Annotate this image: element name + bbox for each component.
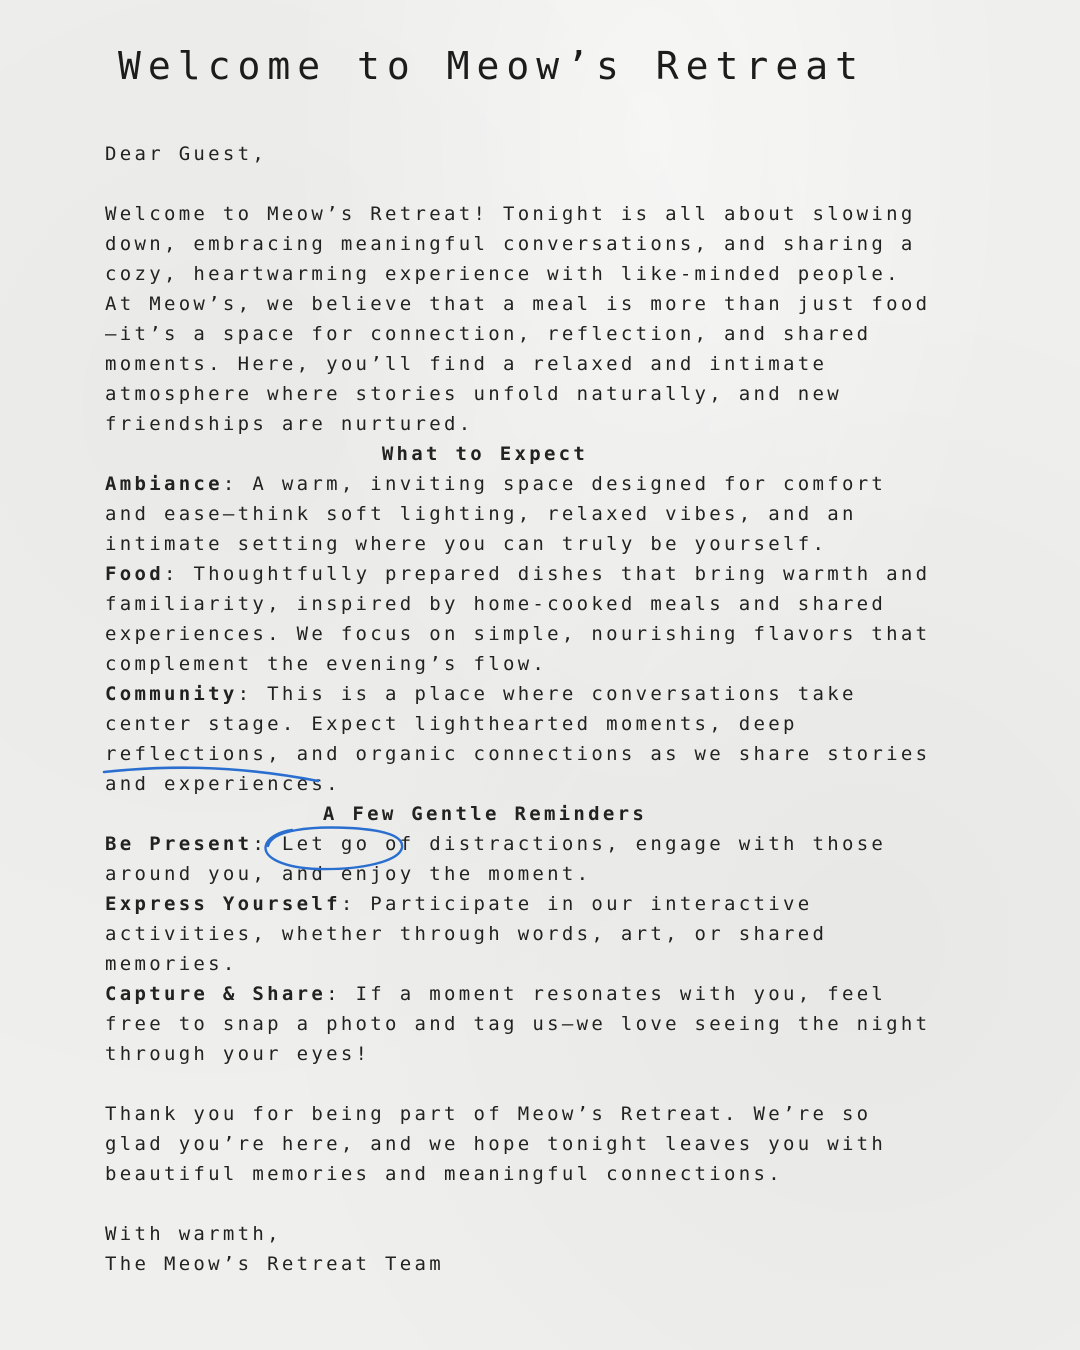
food-line: familiarity, inspired by home-cooked meals and shared	[105, 593, 887, 615]
community-text: : This is a place where conversations take	[237, 683, 857, 705]
express-line	[105, 889, 985, 919]
capture-line	[105, 979, 985, 1009]
page-title: Welcome to Meow’s Retreat	[118, 44, 865, 88]
intro-line: At Meow’s, we believe that a meal is more than just food	[105, 293, 931, 315]
express-line: memories.	[105, 953, 238, 975]
capture-line: free to snap a photo and tag us—we love seeing the night	[105, 1013, 931, 1035]
intro-line: cozy, heartwarming experience with like-minded people.	[105, 263, 901, 285]
intro-line: Welcome to Meow’s Retreat! Tonight is all about slowing	[105, 203, 916, 225]
present-line: around you, and enjoy the moment.	[105, 863, 592, 885]
food-text: : Thoughtfully prepared dishes that bring warmth and	[163, 563, 931, 585]
intro-line: atmosphere where stories unfold naturally, and new	[105, 383, 842, 405]
signoff: With warmth,	[105, 1223, 282, 1245]
section-heading-expect: What to Expect	[381, 443, 589, 465]
ambiance-text: : A warm, inviting space designed for comfort	[222, 473, 887, 495]
letter-body	[105, 139, 985, 1279]
capture-label: Capture & Share	[105, 983, 327, 1005]
community-line: and experiences.	[105, 773, 341, 795]
food-line: complement the evening’s flow.	[105, 653, 548, 675]
capture-text: : If a moment resonates with you, feel	[326, 983, 887, 1005]
closing-line: glad you’re here, and we hope tonight leaves you with	[105, 1133, 887, 1155]
greeting: Dear Guest,	[105, 143, 268, 165]
ambiance-line	[105, 469, 985, 499]
food-line	[105, 559, 985, 589]
community-label: Community	[105, 683, 238, 705]
closing-line: Thank you for being part of Meow’s Retreat. We’re so	[105, 1103, 872, 1125]
express-label: Express Yourself	[105, 893, 341, 915]
capture-line: through your eyes!	[105, 1043, 371, 1065]
ambiance-label: Ambiance	[105, 473, 223, 495]
ambiance-line: and ease—think soft lighting, relaxed vibes, and an	[105, 503, 857, 525]
express-line: activities, whether through words, art, or shared	[105, 923, 828, 945]
present-label: Be Present	[105, 833, 253, 855]
intro-line: moments. Here, you’ll find a relaxed and intimate	[105, 353, 828, 375]
signature: The Meow’s Retreat Team	[105, 1253, 444, 1275]
closing-line: beautiful memories and meaningful connections.	[105, 1163, 783, 1185]
intro-line: down, embracing meaningful conversations, and sharing a	[105, 233, 916, 255]
food-line: experiences. We focus on simple, nourishing flavors that	[105, 623, 931, 645]
intro-line: —it’s a space for connection, reflection, and shared	[105, 323, 872, 345]
community-line	[105, 679, 985, 709]
express-text: : Participate in our interactive	[340, 893, 813, 915]
section-heading-reminders: A Few Gentle Reminders	[322, 803, 648, 825]
community-line: reflections, and organic connections as we share stories	[105, 743, 931, 765]
food-label: Food	[105, 563, 164, 585]
community-line: center stage. Expect lighthearted moments, deep	[105, 713, 798, 735]
present-line	[105, 829, 985, 859]
ambiance-line: intimate setting where you can truly be yourself.	[105, 533, 828, 555]
present-text: : Let go of distractions, engage with those	[252, 833, 887, 855]
intro-line: friendships are nurtured.	[105, 413, 474, 435]
